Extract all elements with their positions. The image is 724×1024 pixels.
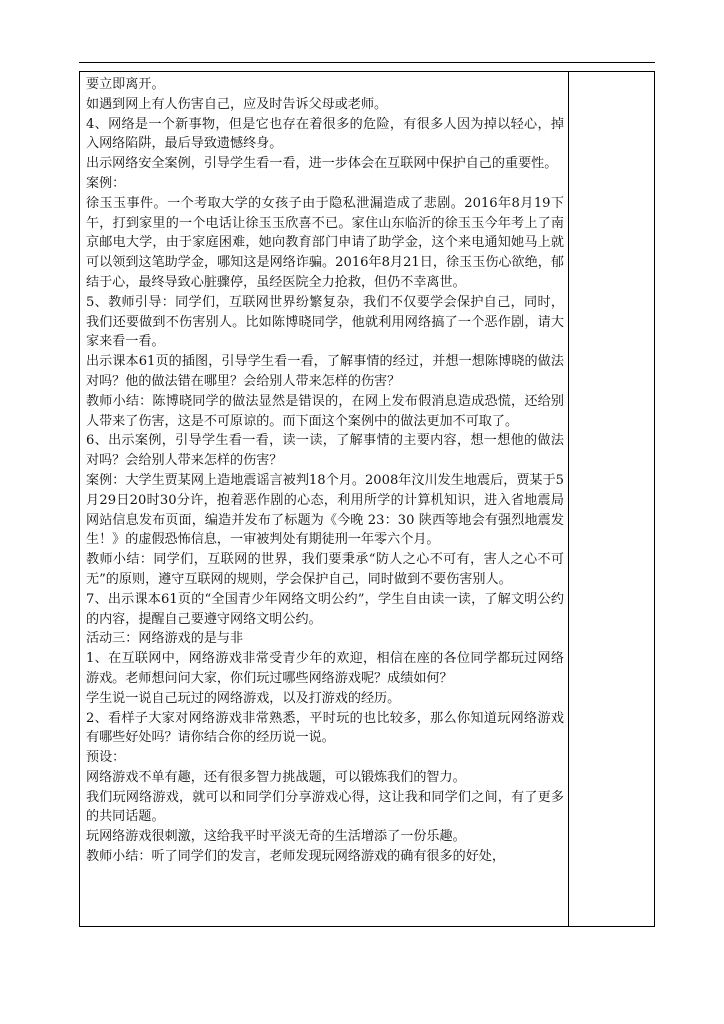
paragraph: 7、出示课本61页的“全国青少年网络文明公约”，学生自由读一读，了解文明公约的内容，提醒自己要遵守网络文明公约。 (86, 591, 564, 627)
paragraph: 教师小结：陈博晓同学的做法显然是错误的，在网上发布假消息造成恐慌，还给别人带来了伤害，这是不可原谅的。而下面这个案例中的做法更加不可取了。 (86, 393, 564, 429)
paragraph: 出示网络安全案例，引导学生看一看，进一步体会在互联网中保护自己的重要性。 (86, 156, 558, 172)
paragraph: 网络游戏不单有趣，还有很多智力挑战题，可以锻炼我们的智力。 (86, 769, 466, 785)
header-rule (79, 62, 655, 63)
paragraph: 案例： (86, 175, 126, 191)
paragraph: 预设： (86, 750, 126, 766)
paragraph: 要立即离开。 (86, 77, 165, 92)
paragraph: 2、看样子大家对网络游戏非常熟悉，平时玩的也比较多，那么你知道玩网络游戏有哪些好处吗？请你结合你的经历说一说。 (86, 710, 564, 746)
lesson-table (79, 71, 655, 927)
paragraph: 学生说一说自己玩过的网络游戏，以及打游戏的经历。 (86, 690, 401, 706)
paragraph: 6、出示案例，引导学生看一看，读一读，了解事情的主要内容，想一想他的做法对吗？会给别人带来怎样的伤害？ (86, 433, 564, 469)
paragraph: 如遇到网上有人伤害自己，应及时告诉父母或老师。 (86, 96, 388, 112)
paragraph: 出示课本61页的插图，引导学生看一看，了解事情的经过，并想一想陈博晓的做法对吗？他的做法错在哪里？会给别人带来怎样的伤害？ (86, 354, 564, 389)
paragraph: 我们玩网络游戏，就可以和同学们分享游戏心得，这让我和同学们之间，有了更多的共同话题。 (86, 789, 564, 825)
paragraph: 教师小结：同学们，互联网的世界，我们要秉承“防人之心不可有，害人之心不可无”的原则，遵守互联网的规则，学会保护自己，同时做到不要伤害别人。 (86, 552, 564, 587)
column-divider (568, 72, 569, 926)
paragraph: 徐玉玉事件。一个考取大学的女孩子由于隐私泄漏造成了悲剧。2016年8月19下午，打到家里的一个电话让徐玉玉欣喜不已。家住山东临沂的徐玉玉今年考上了南京邮电大学，由于家庭困难，她向教育部门申请了助学金，这个来电通知她马上就可以领到这笔助学金，哪知这是网络诈骗。2016年8月21日，徐玉玉伤心欲绝，郁结于心，最终导致心脏骤停，虽经医院全力抢救，但仍不幸离世。 (86, 195, 564, 290)
paragraph: 案例：大学生贾某网上造地震谣言被判18个月。2008年汶川发生地震后，贾某于5月29日20时30分许，抱着恶作剧的心态，利用所学的计算机知识，进入省地震局网站信息发布页面，编造并发布了标题为《今晚 23：30 陕西等地会有强烈地震发生！》的虚假恐怖信息，一审被判处有期徒刑一年零六个月。 (86, 472, 564, 548)
lesson-content-cell (86, 75, 564, 867)
paragraph: 5、教师引导：同学们，互联网世界纷繁复杂，我们不仅要学会保护自己，同时，我们还要做到不伤害别人。比如陈博晓同学，他就利用网络搞了一个恶作剧，请大家来看一看。 (86, 294, 564, 350)
paragraph: 1、在互联网中，网络游戏非常受青少年的欢迎，相信在座的各位同学都玩过网络游戏。老师想问问大家，你们玩过哪些网络游戏呢？成绩如何？ (86, 651, 564, 686)
paragraph: 活动三：网络游戏的是与非 (86, 631, 244, 647)
paragraph: 4、网络是一个新事物，但是它也存在着很多的危险，有很多人因为掉以轻心，掉入网络陷阱，最后导致遗憾终身。 (86, 116, 564, 152)
paragraph: 教师小结：听了同学们的发言，老师发现玩网络游戏的确有很多的好处， (86, 849, 505, 865)
paragraph: 玩网络游戏很刺激，这给我平时平淡无奇的生活增添了一份乐趣。 (86, 829, 466, 845)
